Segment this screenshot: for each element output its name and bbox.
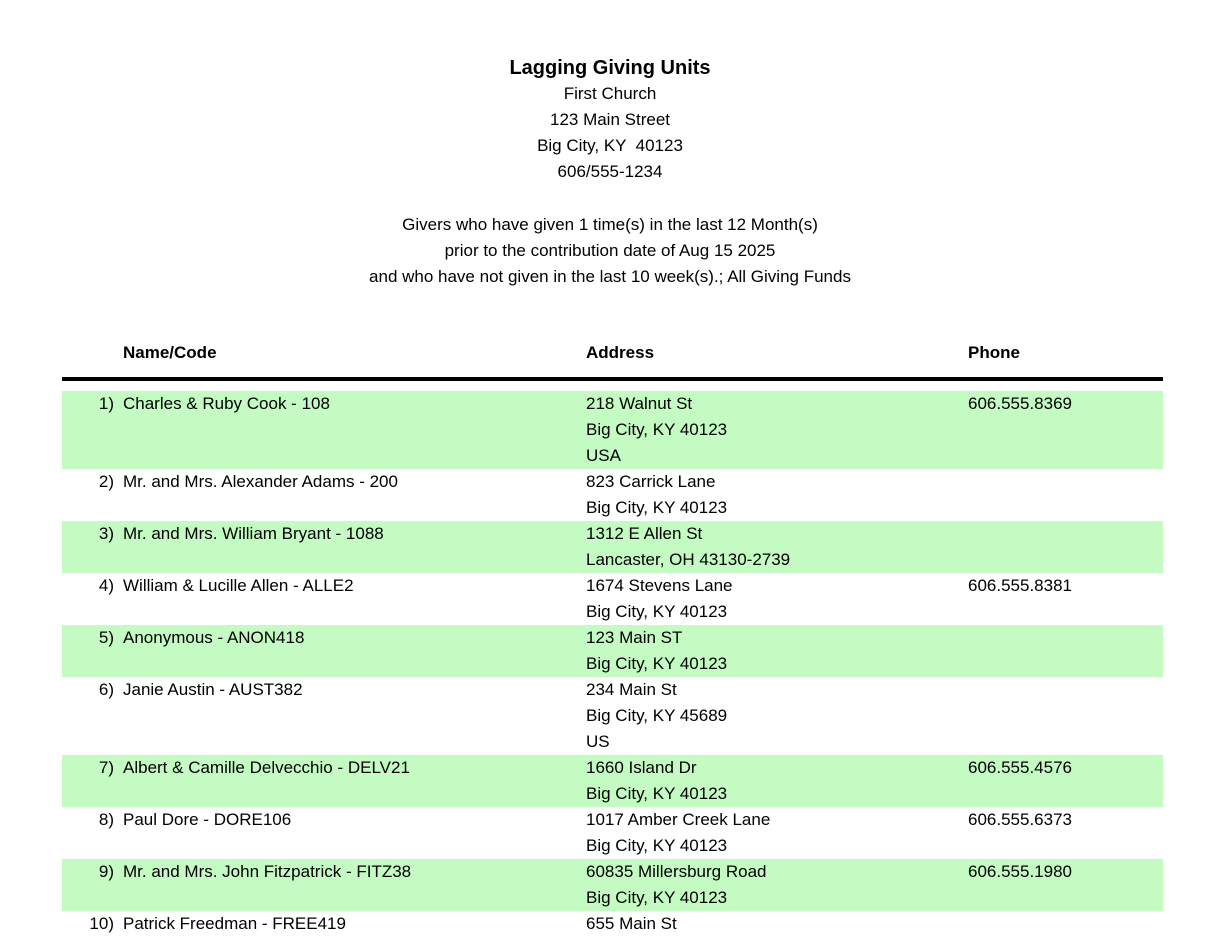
criteria-line-2: prior to the contribution date of Aug 15 2025 xyxy=(444,241,776,260)
giver-name-code: Mr. and Mrs. Alexander Adams - 200 xyxy=(123,472,398,491)
report-title: Lagging Giving Units xyxy=(509,57,711,79)
giver-address xyxy=(586,625,968,677)
address-line: 655 Main St xyxy=(586,914,677,933)
row-number: 8) xyxy=(98,810,114,829)
address-line: 60835 Millersburg Road xyxy=(586,862,767,881)
address-line: Big City, KY 40123 xyxy=(586,420,728,439)
giver-phone: 606.555.8381 xyxy=(968,576,1072,595)
table-row xyxy=(62,391,1163,469)
address-line: Big City, KY 40123 xyxy=(586,784,728,803)
giver-address xyxy=(586,807,968,859)
giver-address xyxy=(586,521,968,573)
giver-name-code: Mr. and Mrs. John Fitzpatrick - FITZ38 xyxy=(123,862,412,881)
row-number: 3) xyxy=(98,524,114,543)
table-row xyxy=(62,859,1163,911)
giver-phone: 606.555.4576 xyxy=(968,758,1072,777)
column-header-name-code: Name/Code xyxy=(123,343,217,362)
header-divider-line xyxy=(62,377,1163,381)
criteria-line-1: Givers who have given 1 time(s) in the last 12 Month(s) xyxy=(402,215,818,234)
row-number: 4) xyxy=(98,576,114,595)
row-number: 1) xyxy=(98,394,114,413)
giver-name-code: Albert & Camille Delvecchio - DELV21 xyxy=(123,758,410,777)
giver-phone: 606.555.8369 xyxy=(968,394,1072,413)
address-line: Big City, KY 45689 xyxy=(586,706,728,725)
address-line: 234 Main St xyxy=(586,680,677,699)
church-city-state-zip: Big City, KY 40123 xyxy=(537,136,683,155)
address-line: Big City, KY 40123 xyxy=(586,836,728,855)
giver-name-code: Janie Austin - AUST382 xyxy=(123,680,303,699)
church-street: 123 Main Street xyxy=(549,110,670,129)
table-row xyxy=(62,573,1163,625)
table-row xyxy=(62,755,1163,807)
address-line: 1674 Stevens Lane xyxy=(586,576,733,595)
row-number: 10) xyxy=(89,914,114,933)
giver-address xyxy=(586,469,968,521)
giver-phone xyxy=(968,521,1163,573)
givers-table xyxy=(62,340,1163,937)
row-number: 7) xyxy=(98,758,114,777)
table-row xyxy=(62,677,1163,755)
table-row xyxy=(62,807,1163,859)
giver-phone: 606.555.1980 xyxy=(968,862,1072,881)
giver-address xyxy=(586,911,968,937)
address-line: 1017 Amber Creek Lane xyxy=(586,810,771,829)
giver-address xyxy=(586,755,968,807)
giver-address xyxy=(586,677,968,755)
giver-phone xyxy=(968,469,1163,521)
table-row xyxy=(62,625,1163,677)
column-header-address: Address xyxy=(586,343,655,362)
giver-address xyxy=(586,573,968,625)
giver-name-code: Charles & Ruby Cook - 108 xyxy=(123,394,330,413)
church-phone: 606/555-1234 xyxy=(557,162,663,181)
table-body xyxy=(62,391,1163,937)
table-row xyxy=(62,469,1163,521)
address-line: 1660 Island Dr xyxy=(586,758,697,777)
giver-phone xyxy=(968,911,1163,937)
giver-name-code: Anonymous - ANON418 xyxy=(123,628,305,647)
address-line: Big City, KY 40123 xyxy=(586,602,728,621)
criteria-line-3: and who have not given in the last 10 week(s).; All Giving Funds xyxy=(369,267,851,286)
report-criteria xyxy=(0,212,1220,290)
giver-phone xyxy=(968,677,1163,755)
address-line: Lancaster, OH 43130-2739 xyxy=(586,550,791,569)
address-line: Big City, KY 40123 xyxy=(586,498,728,517)
table-row xyxy=(62,521,1163,573)
giver-address xyxy=(586,391,968,469)
giver-address xyxy=(586,859,968,911)
row-number: 5) xyxy=(98,628,114,647)
giver-name-code: Patrick Freedman - FREE419 xyxy=(123,914,346,933)
column-header-spacer xyxy=(62,340,114,366)
giver-name-code: Paul Dore - DORE106 xyxy=(123,810,292,829)
row-number: 2) xyxy=(98,472,114,491)
address-line: 823 Carrick Lane xyxy=(586,472,716,491)
address-line: Big City, KY 40123 xyxy=(586,888,728,907)
row-number: 9) xyxy=(98,862,114,881)
address-line: USA xyxy=(586,446,621,465)
giver-phone xyxy=(968,625,1163,677)
church-name: First Church xyxy=(563,84,657,103)
address-line: 218 Walnut St xyxy=(586,394,693,413)
giver-phone: 606.555.6373 xyxy=(968,810,1072,829)
address-line: 123 Main ST xyxy=(586,628,683,647)
column-header-phone: Phone xyxy=(968,343,1020,362)
address-line: Big City, KY 40123 xyxy=(586,654,728,673)
row-number: 6) xyxy=(98,680,114,699)
table-header-row xyxy=(62,340,1163,366)
address-line: US xyxy=(586,732,610,751)
giver-name-code: Mr. and Mrs. William Bryant - 1088 xyxy=(123,524,384,543)
table-row xyxy=(62,911,1163,937)
report-header xyxy=(0,0,1220,185)
giver-name-code: William & Lucille Allen - ALLE2 xyxy=(123,576,354,595)
address-line: 1312 E Allen St xyxy=(586,524,703,543)
